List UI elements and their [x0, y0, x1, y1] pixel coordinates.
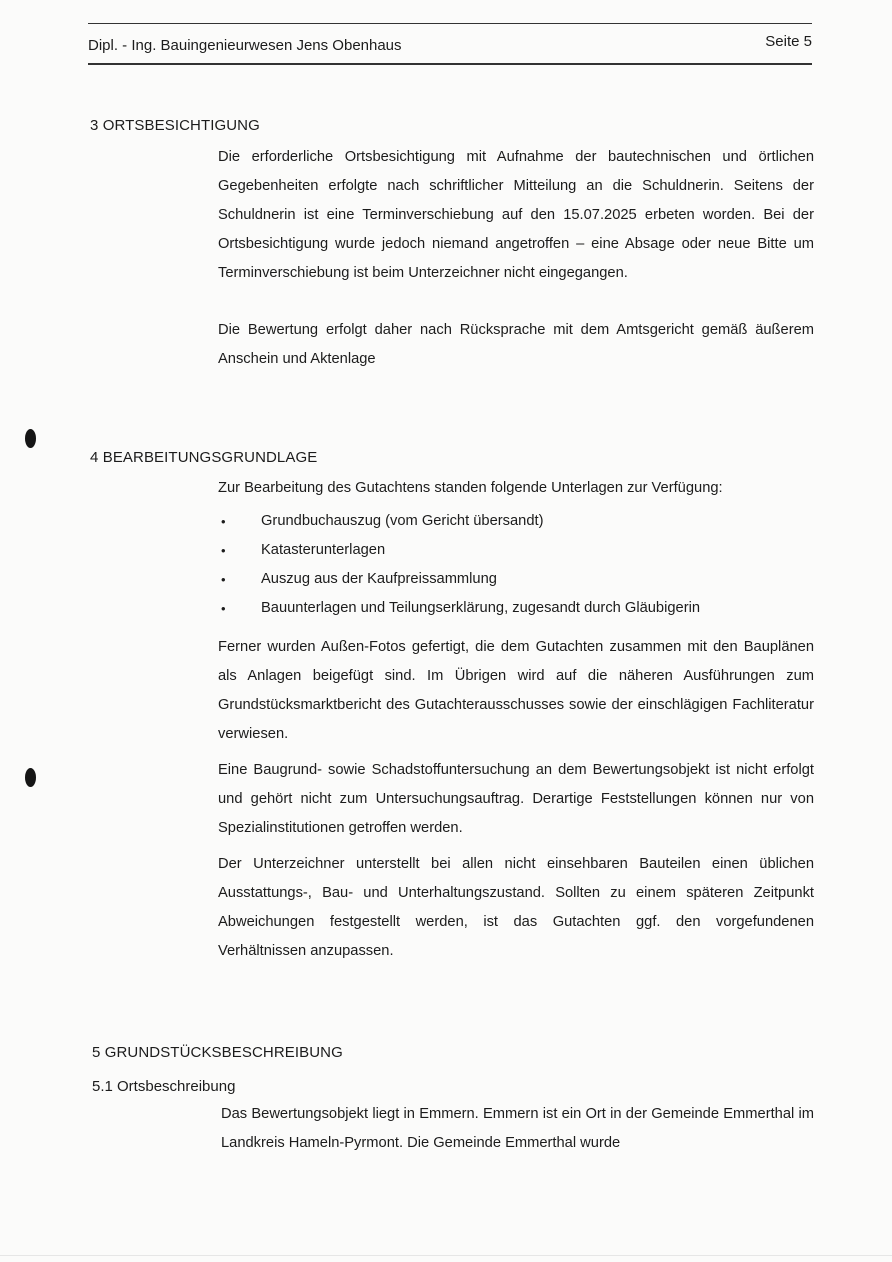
document-list [218, 507, 814, 623]
section-4-intro: Zur Bearbeitung des Gutachtens standen folgende Unterlagen zur Verfügung: [218, 480, 723, 496]
section-4-paragraph-1: Ferner wurden Außen-Fotos gefertigt, die dem Gutachten zusammen mit den Bauplänen als Anlagen beigefügt sind. Im Übrigen wird auf die näheren Ausführungen zum Grundstücksmarktbericht des Gutachterausschusses sowie der einschlägigen Fachliteratur verwiesen. [218, 639, 814, 742]
list-item: • Grundbuchauszug (vom Gericht übersandt) [218, 507, 814, 536]
section-5-1-heading: 5.1 Ortsbeschreibung [92, 1078, 236, 1095]
list-item: • Auszug aus der Kaufpreissammlung [218, 565, 814, 594]
punch-hole-top [25, 429, 36, 448]
punch-hole-bottom [25, 768, 36, 787]
section-4-heading: 4 BEARBEITUNGSGRUNDLAGE [90, 449, 318, 466]
header-author: Dipl. - Ing. Bauingenieurwesen Jens Obenhaus [88, 37, 402, 54]
section-3-paragraph-1: Die erforderliche Ortsbesichtigung mit Aufnahme der bautechnischen und örtlichen Gegebenheiten erfolgte nach schriftlicher Mitteilung an die Schuldnerin. Seitens der Schuldnerin ist eine Terminverschiebung auf den 15.07.2025 erbeten worden. Bei der Ortsbesichtigung wurde jedoch niemand angetroffen – eine Absage oder neue Bitte um Terminverschiebung ist beim Unterzeichner nicht eingegangen. [218, 149, 814, 281]
section-3-paragraph-2: Die Bewertung erfolgt daher nach Rücksprache mit dem Amtsgericht gemäß äußerem Anschein und Aktenlage [218, 322, 814, 367]
section-3-heading: 3 ORTSBESICHTIGUNG [90, 117, 260, 134]
section-4-paragraph-2: Eine Baugrund- sowie Schadstoffuntersuchung an dem Bewertungsobjekt ist nicht erfolgt und gehört nicht zum Untersuchungsauftrag. Derartige Feststellungen können nur von Spezialinstitutionen getroffen werden. [218, 762, 814, 836]
section-5-heading: 5 GRUNDSTÜCKSBESCHREIBUNG [92, 1044, 343, 1061]
header-top-rule [88, 23, 812, 24]
section-4-paragraph-3: Der Unterzeichner unterstellt bei allen nicht einsehbaren Bauteilen einen üblichen Ausstattungs-, Bau- und Unterhaltungszustand. Sollten zu einem späteren Zeitpunkt Abweichungen festgestellt werden, ist das Gutachten ggf. den vorgefundenen Verhältnissen anzupassen. [218, 856, 814, 959]
list-item: • Katasterunterlagen [218, 536, 814, 565]
page-bottom-edge [0, 1255, 892, 1256]
page-number: Seite 5 [765, 33, 812, 50]
section-5-1-paragraph: Das Bewertungsobjekt liegt in Emmern. Emmern ist ein Ort in der Gemeinde Emmerthal im Landkreis Hameln-Pyrmont. Die Gemeinde Emmerthal wurde [221, 1106, 814, 1151]
list-item: • Bauunterlagen und Teilungserklärung, zugesandt durch Gläubigerin [218, 594, 814, 623]
header-bottom-rule [88, 63, 812, 65]
